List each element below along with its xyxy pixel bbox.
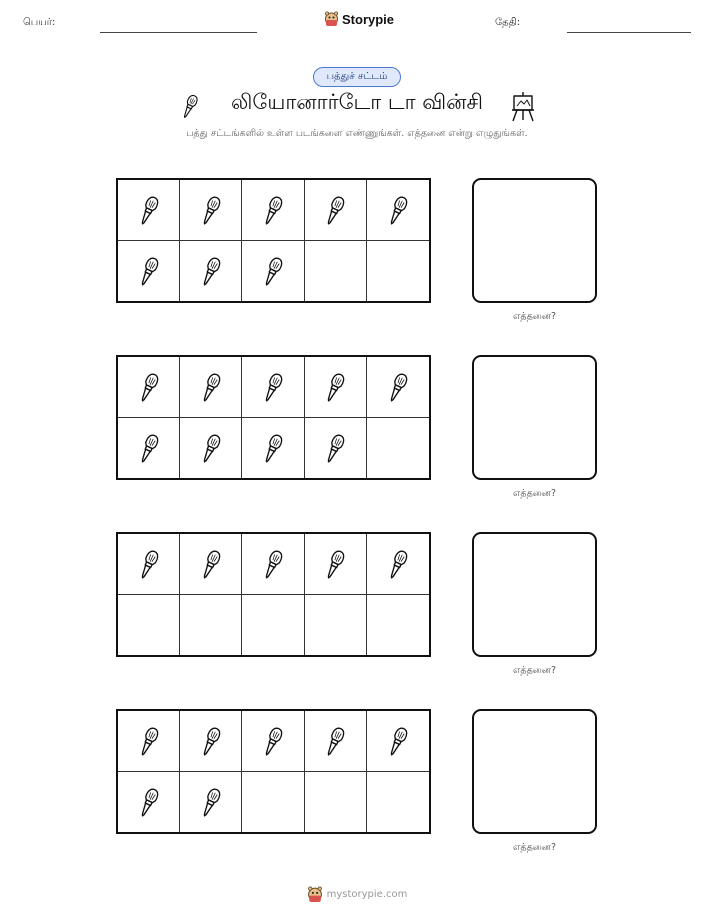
frame-cell (305, 534, 367, 595)
frame-cell (305, 357, 367, 418)
frame-cell (242, 772, 304, 833)
instructions: பத்து சட்டங்களில் உள்ள படங்களை எண்ணுங்கள். எத்தனை என்று எழுதுங்கள். (186, 128, 528, 139)
answer-box[interactable] (472, 355, 597, 480)
frame-cell (242, 418, 304, 479)
frame-cell (118, 772, 180, 833)
ten-frame (116, 709, 431, 834)
frame-cell (180, 772, 242, 833)
frame-cell (180, 357, 242, 418)
frame-cell (180, 534, 242, 595)
frame-cell (305, 418, 367, 479)
paintbrush-icon (132, 248, 166, 294)
paintbrush-icon (381, 364, 415, 410)
paintbrush-icon (194, 779, 228, 825)
answer-box[interactable] (472, 532, 597, 657)
frame-cell (367, 534, 429, 595)
frame-cell (118, 180, 180, 241)
paintbrush-icon (194, 425, 228, 471)
worksheet-title: லியோனார்டோ டா வின்சி (231, 90, 483, 114)
topic-tag: பத்துச் சட்டம் (313, 67, 401, 87)
name-line[interactable] (100, 32, 257, 33)
paintbrush-icon (194, 718, 228, 764)
frame-cell (180, 180, 242, 241)
storypie-mascot-icon (307, 886, 323, 903)
paintbrush-icon (256, 364, 290, 410)
frame-cell (305, 241, 367, 302)
paintbrush-icon (381, 718, 415, 764)
frame-cell (118, 711, 180, 772)
paintbrush-icon (194, 364, 228, 410)
frame-cell (242, 711, 304, 772)
how-many-label: எத்தனை? (512, 488, 557, 499)
how-many-label: எத்தனை? (512, 311, 557, 322)
footer-site: mystorypie.com (326, 889, 408, 900)
frame-cell (305, 180, 367, 241)
frame-cell (242, 534, 304, 595)
frame-cell (367, 180, 429, 241)
paintbrush-icon (318, 541, 352, 587)
paintbrush-icon (194, 248, 228, 294)
brand-logo (324, 11, 394, 27)
frame-cell (367, 711, 429, 772)
frame-cell (118, 241, 180, 302)
how-many-label: எத்தனை? (512, 842, 557, 853)
frame-cell (180, 711, 242, 772)
paintbrush-icon (194, 187, 228, 233)
paintbrush-icon (132, 779, 166, 825)
paintbrush-icon (256, 541, 290, 587)
frame-cell (180, 418, 242, 479)
frame-cell (367, 772, 429, 833)
how-many-label: எத்தனை? (512, 665, 557, 676)
frame-cell (180, 595, 242, 656)
paintbrush-icon (256, 187, 290, 233)
paintbrush-icon (381, 541, 415, 587)
paintbrush-icon (318, 187, 352, 233)
paintbrush-icon (132, 718, 166, 764)
paintbrush-icon (132, 425, 166, 471)
paintbrush-icon (256, 248, 290, 294)
frame-cell (367, 357, 429, 418)
frame-cell (118, 595, 180, 656)
frame-cell (242, 595, 304, 656)
frame-cell (242, 357, 304, 418)
ten-frame (116, 532, 431, 657)
frame-cell (180, 241, 242, 302)
date-label: தேதி: (495, 17, 521, 28)
date-line[interactable] (567, 32, 691, 33)
frame-cell (118, 534, 180, 595)
ten-frame (116, 355, 431, 480)
easel-icon (509, 90, 537, 122)
brand-name: Storypie (342, 11, 395, 27)
footer (0, 886, 714, 903)
answer-box[interactable] (472, 709, 597, 834)
paintbrush-icon (256, 718, 290, 764)
frame-cell (367, 418, 429, 479)
paintbrush-icon (132, 187, 166, 233)
paintbrush-icon (194, 541, 228, 587)
name-label: பெயர்: (23, 17, 56, 28)
paintbrush-icon (256, 425, 290, 471)
answer-box[interactable] (472, 178, 597, 303)
frame-cell (242, 241, 304, 302)
frame-cell (118, 357, 180, 418)
storypie-mascot-icon (324, 11, 339, 27)
paintbrush-icon (132, 541, 166, 587)
frame-cell (305, 711, 367, 772)
frame-cell (305, 595, 367, 656)
ten-frame (116, 178, 431, 303)
frame-cell (118, 418, 180, 479)
frame-cell (367, 595, 429, 656)
paintbrush-icon (381, 187, 415, 233)
frame-cell (367, 241, 429, 302)
paintbrush-icon (132, 364, 166, 410)
paintbrush-icon (318, 718, 352, 764)
paintbrush-icon (318, 364, 352, 410)
frame-cell (242, 180, 304, 241)
paintbrush-icon (318, 425, 352, 471)
frame-cell (305, 772, 367, 833)
